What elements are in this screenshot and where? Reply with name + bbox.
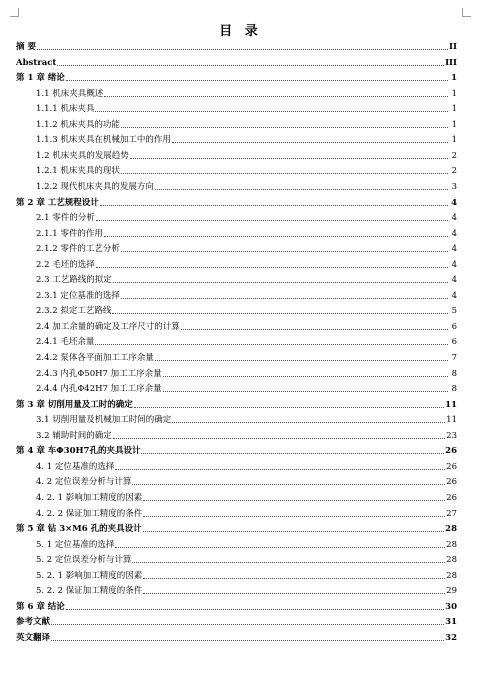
page-corner-mark-top-right [462, 8, 471, 17]
toc-page-number: III [445, 57, 457, 68]
toc-page-number: 26 [446, 477, 457, 488]
toc-page-number: 11 [445, 399, 457, 410]
toc-chapter-entry[interactable] [16, 631, 457, 643]
toc-chapter-entry[interactable] [16, 615, 457, 627]
toc-entry-label: 5. 2 定位误差分析与计算 [36, 555, 132, 566]
toc-section-entry[interactable] [36, 289, 457, 301]
toc-section-entry[interactable] [36, 507, 457, 519]
toc-page-number: 4 [451, 228, 457, 239]
toc-page-number: 3 [451, 181, 457, 192]
toc-entry-label: 第 5 章 钻 3×M6 孔的夹具设计 [16, 524, 142, 535]
toc-dot-leader [143, 500, 445, 501]
toc-section-entry[interactable] [36, 304, 457, 316]
toc-entry-label: 2.4.3 内孔Φ50H7 加工工序余量 [36, 368, 162, 379]
toc-dot-leader [51, 624, 444, 625]
toc-entry-label: 1.2.2 现代机床夹具的发展方向 [36, 181, 154, 192]
toc-section-entry[interactable] [36, 382, 457, 394]
toc-section-entry[interactable] [36, 460, 457, 472]
toc-entry-label: 2.3.1 定位基准的选择 [36, 290, 120, 301]
toc-dot-leader [134, 407, 444, 408]
toc-entry-label: 2.4.4 内孔Φ42H7 加工工序余量 [36, 384, 162, 395]
toc-dot-leader [66, 609, 444, 610]
toc-section-entry[interactable] [36, 211, 457, 223]
toc-entry-label: 1.1.2 机床夹具的功能 [36, 119, 120, 130]
toc-page-number: 31 [445, 617, 457, 628]
toc-page-number: 5 [451, 306, 457, 317]
toc-section-entry[interactable] [36, 367, 457, 379]
toc-dot-leader [121, 251, 448, 252]
toc-dot-leader [172, 142, 448, 143]
toc-dot-leader [132, 484, 445, 485]
toc-entry-label: Abstract [16, 57, 57, 68]
toc-entry-label: 4. 2. 1 影响加工精度的因素 [36, 492, 143, 503]
toc-entry-label: 4. 2 定位误差分析与计算 [36, 477, 132, 488]
toc-dot-leader [130, 158, 448, 159]
toc-dot-leader [96, 267, 448, 268]
toc-section-entry[interactable] [36, 242, 457, 254]
toc-entry-label: 5. 2. 1 影响加工精度的因素 [36, 570, 143, 581]
toc-dot-leader [181, 329, 448, 330]
toc-entry-label: 5. 1 定位基准的选择 [36, 539, 115, 550]
toc-entry-label: 1.1.1 机床夹具 [36, 104, 95, 115]
toc-section-entry[interactable] [36, 538, 457, 550]
toc-page-number: 30 [445, 601, 457, 612]
toc-section-entry[interactable] [36, 227, 457, 239]
toc-section-entry[interactable] [36, 569, 457, 581]
toc-section-entry[interactable] [36, 491, 457, 503]
toc-dot-leader [141, 453, 444, 454]
toc-page-number: 11 [446, 415, 457, 426]
toc-dot-leader [104, 236, 448, 237]
toc-page-number: 32 [445, 632, 457, 643]
toc-page-number: 23 [446, 430, 457, 441]
toc-dot-leader [163, 391, 448, 392]
toc-chapter-entry[interactable] [16, 56, 457, 68]
toc-chapter-entry[interactable] [16, 398, 457, 410]
toc-section-entry[interactable] [36, 149, 457, 161]
toc-page-number: 1 [451, 119, 457, 130]
toc-page-number: 8 [451, 384, 457, 395]
toc-entry-label: 2.1 零件的分析 [36, 213, 95, 224]
toc-dot-leader [66, 80, 448, 81]
toc-page-number: 4 [451, 259, 457, 270]
toc-dot-leader [37, 49, 448, 50]
toc-chapter-entry[interactable] [16, 444, 457, 456]
toc-entry-label: 2.3 工艺路线的拟定 [36, 275, 112, 286]
toc-section-entry[interactable] [36, 584, 457, 596]
toc-page-number: 4 [451, 213, 457, 224]
toc-chapter-entry[interactable] [16, 71, 457, 83]
toc-page-number: 1 [451, 135, 457, 146]
toc-entry-label: 5. 2. 2 保证加工精度的条件 [36, 586, 143, 597]
toc-chapter-entry[interactable] [16, 196, 457, 208]
toc-page-number: 28 [446, 555, 457, 566]
toc-section-entry[interactable] [36, 180, 457, 192]
toc-dot-leader [121, 173, 448, 174]
toc-page-number: 6 [451, 321, 457, 332]
toc-dot-leader [115, 469, 445, 470]
toc-page-number: 26 [446, 492, 457, 503]
toc-entry-label: 4. 2. 2 保证加工精度的条件 [36, 508, 143, 519]
toc-entry-label: 2.1.1 零件的作用 [36, 228, 103, 239]
toc-entry-label: 3.2 辅助时间的确定 [36, 430, 112, 441]
toc-chapter-entry[interactable] [16, 600, 457, 612]
toc-section-entry[interactable] [36, 320, 457, 332]
toc-page-number: 4 [451, 197, 457, 208]
toc-dot-leader [143, 593, 445, 594]
toc-dot-leader [143, 531, 445, 532]
toc-section-entry[interactable] [36, 553, 457, 565]
toc-entry-label: 1.1 机床夹具概述 [36, 88, 104, 99]
toc-entry-label: 第 1 章 绪论 [16, 73, 65, 84]
toc-page-number: 1 [451, 88, 457, 99]
toc-page-number: 2 [451, 166, 457, 177]
toc-page-number: 27 [446, 508, 457, 519]
toc-dot-leader [143, 578, 445, 579]
toc-entry-label: 2.1.2 零件的工艺分析 [36, 244, 120, 255]
toc-dot-leader [104, 96, 448, 97]
toc-section-entry[interactable] [36, 335, 457, 347]
toc-section-entry[interactable] [36, 133, 457, 145]
toc-entry-label: 参考文献 [16, 617, 51, 628]
toc-dot-leader [95, 344, 448, 345]
toc-entry-label: 1.2.1 机床夹具的现状 [36, 166, 120, 177]
toc-chapter-entry[interactable] [16, 522, 457, 534]
toc-dot-leader [95, 111, 448, 112]
toc-section-entry[interactable] [36, 87, 457, 99]
toc-dot-leader [113, 282, 448, 283]
toc-dot-leader [115, 547, 445, 548]
toc-entry-label: 第 6 章 结论 [16, 601, 65, 612]
toc-page-number: 28 [446, 570, 457, 581]
toc-entry-label: 3.1 切削用量及机械加工时间的确定 [36, 415, 172, 426]
toc-entry-label: 摘 要 [16, 42, 36, 52]
toc-section-entry[interactable] [36, 351, 457, 363]
toc-dot-leader [112, 313, 448, 314]
toc-section-entry[interactable] [36, 273, 457, 285]
toc-page-number: II [449, 42, 457, 52]
toc-section-entry[interactable] [36, 118, 457, 130]
toc-dot-leader [57, 65, 444, 66]
toc-page-number: 7 [451, 353, 457, 363]
toc-entry-label: 第 3 章 切削用量及工时的确定 [16, 399, 133, 410]
toc-page-number: 4 [451, 275, 457, 286]
toc-page-number: 28 [445, 524, 457, 535]
toc-dot-leader [132, 562, 445, 563]
toc-section-entry[interactable] [36, 429, 457, 441]
toc-chapter-entry[interactable] [16, 40, 457, 52]
toc-section-entry[interactable] [36, 164, 457, 176]
toc-dot-leader [121, 298, 448, 299]
page-corner-mark-top-left [10, 8, 19, 17]
toc-dot-leader [51, 640, 444, 641]
toc-section-entry[interactable] [36, 413, 457, 425]
toc-page-number: 4 [451, 244, 457, 255]
toc-section-entry[interactable] [36, 475, 457, 487]
toc-section-entry[interactable] [36, 258, 457, 270]
toc-entry-label: 1.2 机床夹具的发展趋势 [36, 150, 129, 161]
toc-title: 目 录 [219, 24, 262, 39]
toc-page-number: 4 [451, 290, 457, 301]
toc-entry-label: 英文翻译 [16, 632, 51, 643]
toc-entry-label: 2.4 加工余量的确定及工序尺寸的计算 [36, 321, 180, 332]
toc-page-number: 8 [451, 368, 457, 379]
toc-entry-label: 4. 1 定位基准的选择 [36, 461, 115, 472]
toc-dot-leader [155, 189, 448, 190]
toc-page-number: 6 [451, 337, 457, 348]
toc-dot-leader [100, 205, 448, 206]
toc-dot-leader [155, 360, 448, 361]
toc-dot-leader [172, 422, 445, 423]
toc-entry-label: 2.2 毛坯的选择 [36, 259, 95, 270]
toc-dot-leader [96, 220, 448, 221]
toc-page-number: 2 [451, 150, 457, 161]
toc-entry-label: 2.4.2 泵体各平面加工工序余量 [36, 353, 154, 363]
toc-entry-label: 2.4.1 毛坯余量 [36, 337, 95, 348]
toc-entry-label: 1.1.3 机床夹具在机械加工中的作用 [36, 135, 171, 146]
toc-page-number: 1 [451, 73, 457, 84]
toc-dot-leader [121, 127, 448, 128]
toc-page-number: 28 [446, 539, 457, 550]
toc-section-entry[interactable] [36, 102, 457, 114]
toc-page-number: 29 [446, 586, 457, 597]
toc-dot-leader [143, 516, 445, 517]
toc-dot-leader [113, 438, 445, 439]
toc-page-number: 1 [451, 104, 457, 115]
toc-entry-label: 第 4 章 车Φ30H7孔的夹具设计 [16, 446, 141, 457]
toc-dot-leader [163, 376, 448, 377]
toc-page-number: 26 [446, 461, 457, 472]
toc-entry-label: 第 2 章 工艺规程设计 [16, 197, 99, 208]
toc-page-number: 26 [445, 446, 457, 457]
toc-entry-label: 2.3.2 拟定工艺路线 [36, 306, 112, 317]
